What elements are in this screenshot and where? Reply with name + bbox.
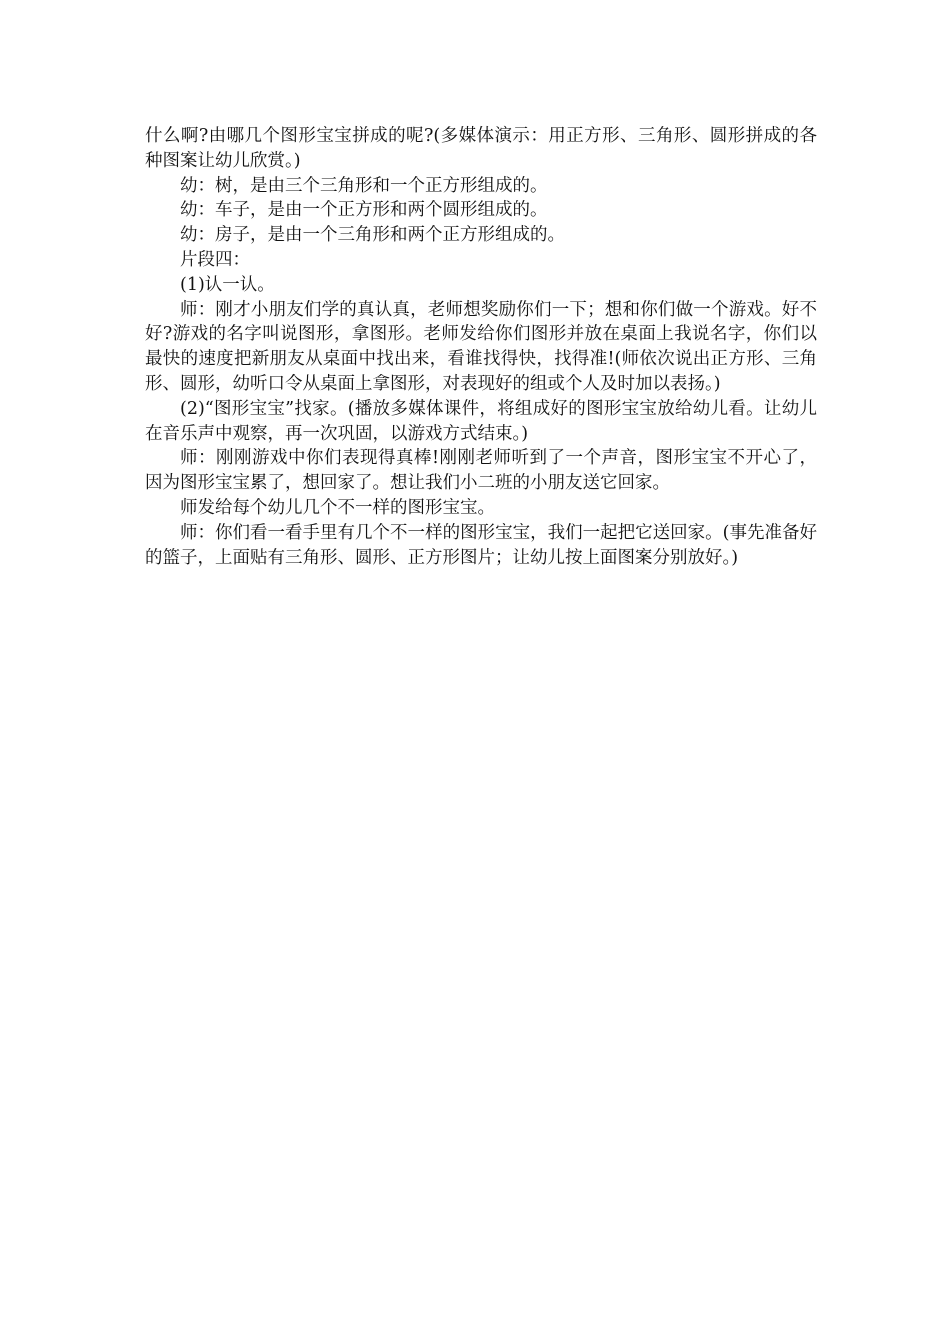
paragraph-7: 师：刚才小朋友们学的真认真，老师想奖励你们一下；想和你们做一个游戏。好不好?游戏的名字叫说图形，拿图形。老师发给你们图形并放在桌面上我说名字，你们以最快的速度把新朋友从桌面中找出来，看谁找得快，找得准!(师依次说出正方形、三角形、圆形，幼听口令从桌面上拿图形，对表现好的组或个人及时加以表扬。) <box>145 299 817 394</box>
paragraph-10: 师发给每个幼儿几个不一样的图形宝宝。 <box>180 497 495 518</box>
paragraph-2: 幼：树，是由三个三角形和一个正方形组成的。 <box>180 175 548 196</box>
paragraph-9: 师：刚刚游戏中你们表现得真棒!刚刚老师听到了一个声音，图形宝宝不开心了，因为图形宝宝累了，想回家了。想让我们小二班的小朋友送它回家。 <box>145 448 817 494</box>
paragraph-11: 师：你们看一看手里有几个不一样的图形宝宝，我们一起把它送回家。(事先准备好的篮子，上面贴有三角形、圆形、正方形图片；让幼儿按上面图案分别放好。) <box>145 522 817 568</box>
paragraph-6: (1)认一认。 <box>180 274 275 295</box>
paragraph-4: 幼：房子，是由一个三角形和两个正方形组成的。 <box>180 225 565 246</box>
paragraph-1: 什么啊?由哪几个图形宝宝拼成的呢?(多媒体演示：用正方形、三角形、圆形拼成的各种图案让幼儿欣赏。) <box>145 126 817 171</box>
section-heading: 片段四： <box>180 249 250 270</box>
paragraph-3: 幼：车子，是由一个正方形和两个圆形组成的。 <box>180 200 548 221</box>
document-body <box>145 124 817 570</box>
paragraph-8: (2)“图形宝宝”找家。(播放多媒体课件，将组成好的图形宝宝放给幼儿看。让幼儿在音乐声中观察，再一次巩固，以游戏方式结束。) <box>145 398 817 444</box>
